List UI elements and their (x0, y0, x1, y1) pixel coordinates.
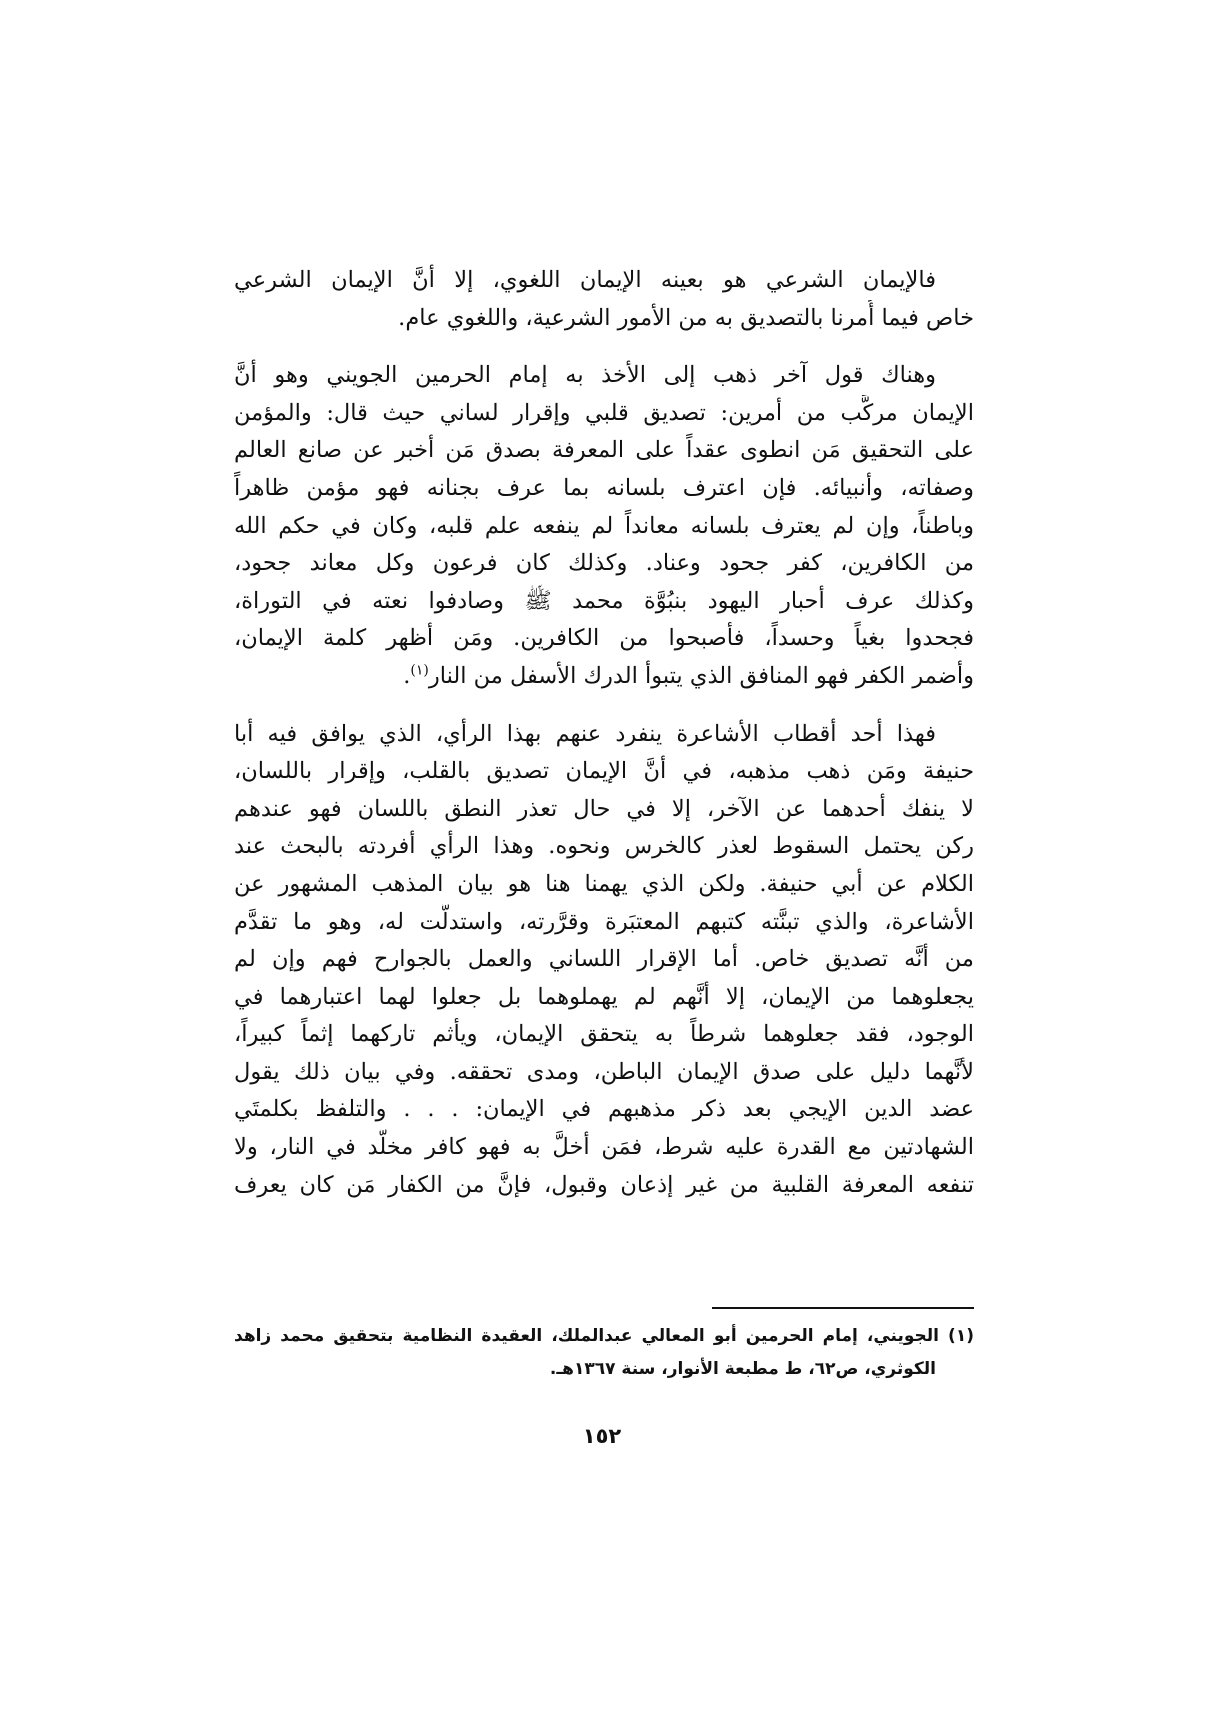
footnote-1 (234, 1320, 974, 1386)
text-line: وصفاته، وأنبيائه. فإن اعترف بلسانه بما عرف بجنانه فهو مؤمن ظاهراً (234, 474, 974, 501)
text-line: الأشاعرة، والذي تبنَّته كتبهم المعتبَرة وقرَّرته، واستدلَّت له، وهو ما تقدَّم (234, 908, 974, 935)
main-text (234, 262, 974, 1224)
text-line: وباطناً، وإن لم يعترف بلسانه معانداً لم ينفعه علم قلبه، وكان في حكم الله (234, 512, 974, 539)
text-line: الوجود، فقد جعلوهما شرطاً به يتحقق الإيمان، ويأثم تاركهما إثماً كبيراً، (234, 1021, 974, 1048)
footnotes (234, 1320, 974, 1386)
text-line: فهذا أحد أقطاب الأشاعرة ينفرد عنهم بهذا الرأي، الذي يوافق فيه أبا (234, 720, 936, 747)
text-line: وكذلك عرف أحبار اليهود بنبُوَّة محمد ﷺ وصادفوا نعته في التوراة، (234, 587, 974, 614)
text-line: الإيمان مركَّب من أمرين: تصديق قلبي وإقرار لساني حيث قال: والمؤمن (234, 399, 974, 426)
text-line: من أنَّه تصديق خاص. أما الإقرار اللساني والعمل بالجوارح فهم وإن لم (234, 946, 974, 973)
line-end-punctuation: . (403, 662, 411, 689)
text-line: لأنَّهما دليل على صدق الإيمان الباطن، ومدى تحققه. وفي بيان ذلك يقول (234, 1058, 974, 1085)
text-line: لا ينفك أحدهما عن الآخر، إلا في حال تعذر النطق باللسان فهو عندهم (234, 795, 974, 822)
paragraph-1 (234, 262, 974, 337)
footnote-line: الكوثري، ص٦٢، ط مطبعة الأنوار، سنة ١٣٦٧هـ. (549, 1359, 936, 1379)
page-number: ١٥٢ (582, 1424, 622, 1448)
paragraph-3 (234, 716, 974, 1205)
text-line-content: وأضمر الكفر فهو المنافق الذي يتبوأ الدرك الأسفل من النار (428, 662, 974, 689)
text-line: الكلام عن أبي حنيفة. ولكن الذي يهمنا هنا هو بيان المذهب المشهور عن (234, 870, 974, 897)
paragraph-2 (234, 357, 974, 695)
text-line: حنيفة ومَن ذهب مذهبه، في أنَّ الإيمان تصديق بالقلب، وإقرار باللسان، (234, 758, 974, 785)
text-line: فجحدوا بغياً وحسداً، فأصبحوا من الكافرين. ومَن أظهر كلمة الإيمان، (234, 625, 974, 652)
footnote-separator (712, 1307, 974, 1309)
text-line: ركن يحتمل السقوط لعذر كالخرس ونحوه. وهذا الرأي أفردته بالبحث عند (234, 833, 974, 860)
text-line-with-footnote (234, 658, 974, 696)
footnote-line: (١) الجويني، إمام الحرمين أبو المعالي عبدالملك، العقيدة النظامية بتحقيق محمد زاهد (234, 1326, 974, 1346)
text-line: من الكافرين، كفر جحود وعناد. وكذلك كان فرعون وكل معاند جحود، (234, 550, 974, 577)
text-line: تنفعه المعرفة القلبية من غير إذعان وقبول، فإنَّ من الكفار مَن كان يعرف (234, 1171, 974, 1198)
text-line: الشهادتين مع القدرة عليه شرط، فمَن أخلَّ به فهو كافر مخلَّد في النار، ولا (234, 1134, 974, 1161)
footnote-marker[interactable]: (١) (410, 662, 429, 679)
text-line: وهناك قول آخر ذهب إلى الأخذ به إمام الحرمين الجويني وهو أنَّ (234, 362, 936, 389)
text-line: فالإيمان الشرعي هو بعينه الإيمان اللغوي، إلا أنَّ الإيمان الشرعي (234, 267, 936, 293)
text-line: عضد الدين الإيجي بعد ذكر مذهبهم في الإيمان: . . . والتلفظ بكلمتَي (234, 1096, 974, 1123)
text-line: خاص فيما أُمرنا بالتصديق به من الأمور الشرعية، واللغوي عام. (398, 304, 974, 331)
text-line: يجعلوهما من الإيمان، إلا أنَّهم لم يهملوهما بل جعلوا لهما اعتبارهما في (234, 983, 974, 1010)
text-line: على التحقيق مَن انطوى عقداً على المعرفة بصدق مَن أخبر عن صانع العالم (234, 437, 974, 464)
